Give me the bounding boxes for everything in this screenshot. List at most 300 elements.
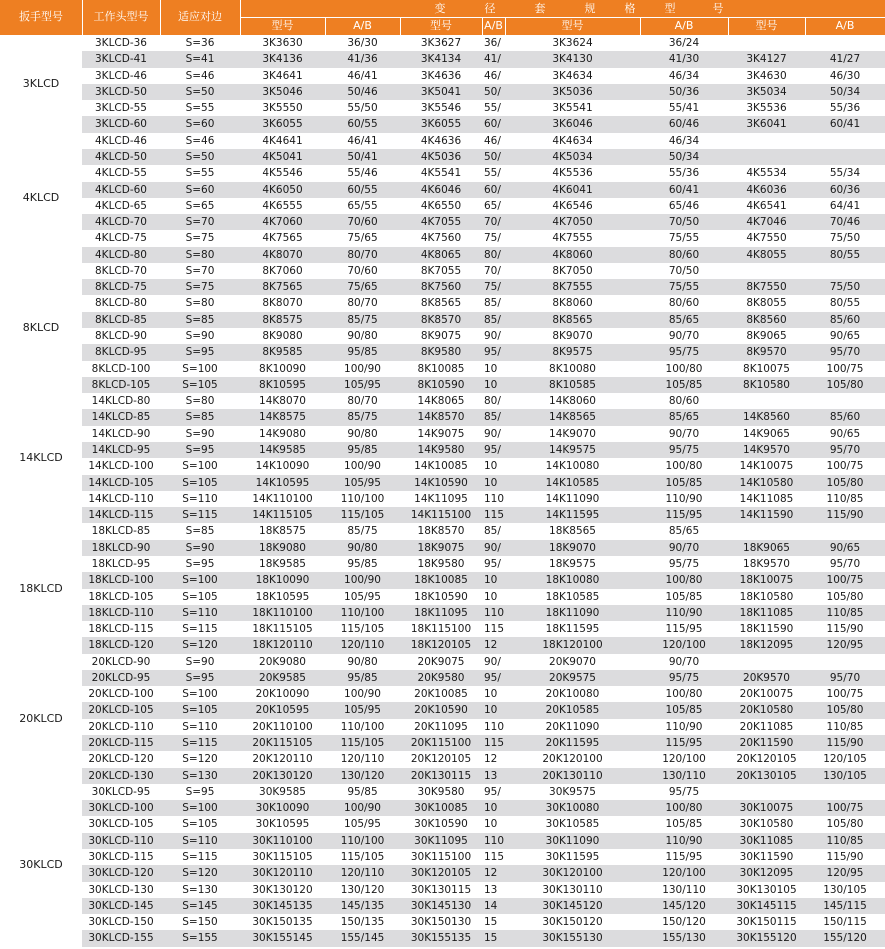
ab-1-cell: 75/65: [347, 281, 378, 294]
model-4-cell: 3K4127: [746, 53, 787, 66]
ab-3-cell: 115/95: [665, 509, 703, 522]
header-model-1: 型号: [271, 19, 294, 32]
ab-3-cell: 55/41: [668, 102, 700, 115]
model-4-cell: [728, 263, 805, 279]
ab-3-cell: 110/90: [665, 606, 703, 619]
model-4-cell: [728, 393, 805, 409]
model-2-cell: 30K11095: [414, 834, 468, 847]
ab-1-cell: 50/46: [347, 85, 378, 98]
side-cell: S=41: [185, 53, 215, 66]
ab-4-cell: 110/85: [826, 492, 864, 505]
model-1-cell: 18K8575: [259, 525, 306, 538]
model-3-cell: 4K6546: [552, 199, 593, 212]
ab-3-cell: 100/80: [665, 574, 703, 587]
model-2-cell: 18K8570: [417, 525, 465, 538]
model-4-cell: 30K11085: [739, 834, 794, 847]
ab-2-cell: 95/: [484, 557, 501, 570]
head-model-cell: 20KLCD-90: [91, 655, 151, 668]
model-4-cell: 20K9570: [743, 671, 790, 684]
model-3-cell: 30K150120: [542, 916, 603, 929]
side-cell: S=100: [182, 460, 218, 473]
model-2-cell: 18K115100: [410, 623, 472, 636]
model-1-cell: 8K8575: [262, 313, 303, 326]
ab-2-cell: 55/: [484, 167, 501, 180]
ab-2-cell: 75/: [484, 232, 501, 245]
model-1-cell: 20K10595: [255, 704, 310, 717]
model-1-cell: 3K6055: [262, 118, 303, 131]
model-2-cell: 3K4636: [420, 69, 462, 82]
side-cell: S=50: [185, 85, 215, 98]
ab-1-cell: 100/90: [344, 802, 381, 815]
head-model-cell: 4KLCD-65: [95, 199, 147, 212]
side-cell: S=60: [185, 183, 215, 196]
side-cell: S=85: [185, 313, 215, 326]
model-4-cell: 30K11590: [739, 851, 794, 863]
model-1-cell: 4K5546: [262, 167, 303, 180]
ab-2-cell: 95/: [484, 346, 501, 359]
model-4-cell: 8K9570: [746, 346, 787, 359]
ab-2-cell: 60/: [484, 118, 501, 131]
model-4-cell: 8K7550: [746, 281, 787, 294]
model-2-cell: 8K10085: [417, 362, 465, 375]
header-reducer-char: 径: [484, 2, 496, 15]
header-ab-4: A/B: [835, 19, 855, 32]
ab-1-cell: 75/65: [347, 232, 378, 245]
header-ab-1: A/B: [353, 19, 372, 32]
model-4-cell: 20K130105: [736, 769, 797, 782]
ab-3-cell: 105/85: [665, 590, 703, 603]
side-cell: S=90: [185, 655, 215, 668]
side-cell: S=120: [182, 639, 218, 652]
ab-4-cell: [805, 784, 885, 800]
ab-3-cell: 120/100: [662, 867, 706, 880]
head-model-cell: 20KLCD-105: [88, 704, 154, 717]
ab-2-cell: 85/: [484, 313, 501, 326]
ab-4-cell: 110/85: [826, 720, 864, 733]
ab-4-cell: 100/75: [826, 802, 864, 815]
head-model-cell: 3KLCD-46: [95, 69, 147, 82]
head-model-cell: 30KLCD-105: [88, 818, 154, 831]
ab-3-cell: 115/95: [665, 623, 703, 636]
model-1-cell: 20K115105: [252, 737, 313, 750]
ab-3-cell: 46/34: [668, 69, 700, 82]
model-4-cell: 8K9065: [746, 330, 787, 343]
ab-3-cell: 80/60: [668, 248, 700, 261]
ab-2-cell: 75/: [484, 281, 501, 294]
model-1-cell: 30K110100: [252, 834, 313, 847]
ab-1-cell: 100/90: [344, 362, 381, 375]
model-2-cell: 4K5541: [420, 167, 462, 180]
model-1-cell: 20K9585: [259, 671, 306, 684]
ab-1-cell: 36/30: [347, 37, 378, 49]
model-3-cell: 20K9575: [549, 671, 596, 684]
model-4-cell: 20K10580: [739, 704, 794, 717]
model-3-cell: 14K8565: [549, 411, 596, 424]
head-model-cell: 14KLCD-105: [88, 476, 154, 489]
ab-3-cell: 75/55: [668, 281, 700, 294]
head-model-cell: 20KLCD-100: [88, 688, 154, 701]
model-1-cell: 8K7565: [262, 281, 303, 294]
header-reducer-char: 型: [664, 2, 676, 15]
ab-1-cell: 95/85: [347, 444, 378, 456]
ab-2-cell: 46/: [484, 134, 501, 147]
ab-4-cell: 100/75: [826, 362, 864, 375]
head-model-cell: 30KLCD-115: [88, 851, 154, 863]
model-1-cell: 4K8070: [262, 248, 303, 261]
ab-3-cell: 80/60: [668, 297, 700, 310]
head-model-cell: 4KLCD-55: [95, 167, 147, 180]
ab-3-cell: 120/100: [662, 753, 706, 766]
model-2-cell: 4K4636: [420, 134, 462, 147]
ab-1-cell: 90/80: [347, 330, 378, 343]
head-model-cell: 8KLCD-85: [95, 313, 147, 326]
ab-3-cell: 95/75: [668, 785, 700, 798]
model-3-cell: 14K9070: [549, 427, 596, 440]
model-2-cell: 20K11095: [414, 720, 468, 733]
ab-4-cell: 155/120: [823, 932, 867, 945]
side-cell: S=115: [182, 851, 218, 863]
model-4-cell: 8K10075: [743, 362, 790, 375]
ab-2-cell: 10: [484, 460, 498, 473]
model-4-cell: 14K10580: [739, 476, 794, 489]
model-2-cell: 8K9580: [420, 346, 462, 359]
model-3-cell: 30K9575: [549, 785, 596, 798]
head-model-cell: 3KLCD-55: [95, 102, 147, 115]
ab-1-cell: 110/100: [340, 606, 385, 619]
model-1-cell: 4K7060: [262, 216, 303, 229]
side-cell: S=55: [185, 102, 215, 115]
header-reducer-char: 规: [584, 2, 596, 15]
ab-1-cell: 110/100: [340, 834, 385, 847]
model-3-cell: 18K9575: [549, 557, 596, 570]
model-1-cell: 4K6555: [262, 199, 303, 212]
side-cell: S=46: [185, 134, 215, 147]
model-2-cell: 14K11095: [414, 492, 468, 505]
head-model-cell: 4KLCD-50: [95, 150, 147, 163]
ab-4-cell: 115/90: [826, 509, 864, 522]
ab-2-cell: 55/: [484, 102, 501, 115]
model-2-cell: 14K8065: [417, 395, 465, 408]
model-2-cell: 18K11095: [414, 606, 468, 619]
ab-3-cell: 145/120: [662, 899, 706, 912]
head-model-cell: 30KLCD-100: [88, 802, 154, 815]
model-2-cell: 20K120105: [410, 753, 472, 766]
model-3-cell: 8K10080: [549, 362, 596, 375]
ab-4-cell: 105/80: [826, 818, 864, 831]
head-model-cell: 3KLCD-50: [95, 85, 147, 98]
wrench-group-label: 8KLCD: [22, 321, 60, 335]
model-3-cell: 8K10585: [549, 378, 596, 391]
model-4-cell: 18K10075: [739, 574, 794, 587]
ab-3-cell: 130/110: [662, 883, 706, 896]
side-cell: S=150: [182, 916, 218, 929]
side-cell: S=110: [182, 492, 218, 505]
model-4-cell: 18K9570: [743, 557, 790, 570]
model-4-cell: 8K8560: [746, 313, 787, 326]
ab-1-cell: 95/85: [347, 671, 378, 684]
ab-1-cell: 90/80: [347, 427, 378, 440]
model-3-cell: 4K7555: [552, 232, 593, 245]
model-3-cell: 18K9070: [549, 541, 596, 554]
ab-2-cell: 36/: [484, 37, 501, 49]
head-model-cell: 4KLCD-70: [95, 216, 147, 229]
ab-4-cell: 95/70: [829, 346, 861, 359]
model-4-cell: 4K5534: [746, 167, 787, 180]
side-cell: S=85: [185, 411, 215, 424]
side-cell: S=110: [182, 720, 218, 733]
side-cell: S=95: [185, 785, 215, 798]
header-wrench-model: 扳手型号: [19, 10, 63, 23]
model-3-cell: 14K8060: [549, 395, 596, 408]
ab-1-cell: 46/41: [347, 69, 378, 82]
side-cell: S=80: [185, 248, 215, 261]
model-1-cell: 30K10090: [255, 802, 310, 815]
ab-4-cell: 105/80: [826, 378, 864, 391]
model-3-cell: 18K11090: [545, 606, 600, 619]
ab-4-cell: 60/36: [829, 183, 861, 196]
side-cell: S=55: [185, 167, 215, 180]
header-ab-2: A/B: [484, 19, 503, 32]
ab-3-cell: 100/80: [665, 688, 703, 701]
ab-1-cell: 60/55: [347, 118, 378, 131]
model-1-cell: 20K120110: [252, 753, 313, 766]
model-3-cell: 4K5536: [552, 167, 593, 180]
model-3-cell: 20K10585: [545, 704, 600, 717]
ab-3-cell: 115/95: [665, 851, 703, 863]
side-cell: S=85: [185, 525, 215, 538]
ab-3-cell: 90/70: [668, 541, 700, 554]
model-1-cell: 14K10595: [255, 476, 310, 489]
ab-1-cell: 150/135: [340, 916, 385, 929]
ab-2-cell: 10: [484, 802, 498, 815]
model-2-cell: 30K145130: [410, 899, 472, 912]
ab-2-cell: 15: [484, 932, 498, 945]
model-4-cell: 18K10580: [739, 590, 794, 603]
ab-2-cell: 46/: [484, 69, 501, 82]
model-3-cell: 3K5036: [552, 85, 593, 98]
model-2-cell: 20K10590: [414, 704, 468, 717]
side-cell: S=75: [185, 232, 215, 245]
model-3-cell: 18K11595: [545, 623, 600, 636]
ab-4-cell: 120/105: [823, 753, 867, 766]
side-cell: S=70: [185, 216, 215, 229]
model-4-cell: 30K155120: [736, 932, 797, 945]
ab-3-cell: 95/75: [668, 346, 700, 359]
model-1-cell: 18K10595: [255, 590, 310, 603]
model-3-cell: 3K3624: [552, 37, 593, 49]
head-model-cell: 8KLCD-90: [95, 330, 147, 343]
ab-2-cell: 85/: [484, 525, 501, 538]
model-4-cell: 20K11590: [739, 737, 794, 750]
model-1-cell: 3K4136: [262, 53, 303, 66]
model-3-cell: 30K11595: [545, 851, 600, 863]
ab-3-cell: 100/80: [665, 460, 703, 473]
ab-1-cell: 100/90: [344, 574, 381, 587]
ab-1-cell: 55/50: [347, 102, 378, 115]
ab-3-cell: 95/75: [668, 671, 700, 684]
model-4-cell: 14K8560: [743, 411, 790, 424]
ab-3-cell: 130/110: [662, 769, 706, 782]
model-1-cell: 30K9585: [259, 785, 306, 798]
ab-4-cell: 115/90: [826, 851, 864, 863]
wrench-group-label: 20KLCD: [19, 711, 63, 725]
model-1-cell: 14K10090: [255, 460, 310, 473]
model-3-cell: 4K4634: [552, 134, 593, 147]
model-3-cell: 14K10585: [545, 476, 600, 489]
ab-2-cell: 50/: [484, 150, 501, 163]
model-4-cell: 14K9570: [743, 444, 790, 456]
head-model-cell: 8KLCD-105: [91, 378, 151, 391]
ab-1-cell: 120/110: [340, 753, 385, 766]
model-2-cell: 18K9580: [417, 557, 465, 570]
model-3-cell: 20K10080: [545, 688, 600, 701]
model-1-cell: 30K120110: [252, 867, 313, 880]
header-model-2: 型号: [430, 19, 452, 32]
side-cell: S=65: [185, 199, 215, 212]
head-model-cell: 20KLCD-95: [91, 671, 151, 684]
head-model-cell: 3KLCD-41: [95, 53, 147, 66]
side-cell: S=130: [182, 883, 218, 896]
model-2-cell: 14K115100: [410, 509, 472, 522]
ab-3-cell: 120/100: [662, 639, 706, 652]
ab-4-cell: 64/41: [829, 199, 861, 212]
model-2-cell: 3K6055: [420, 118, 462, 131]
ab-1-cell: 80/70: [347, 395, 378, 408]
ab-2-cell: 80/: [484, 248, 501, 261]
side-cell: S=120: [182, 753, 218, 766]
ab-2-cell: 10: [484, 704, 498, 717]
model-3-cell: 30K145120: [542, 899, 603, 912]
ab-3-cell: 110/90: [665, 492, 703, 505]
ab-1-cell: 110/100: [340, 720, 385, 733]
ab-2-cell: 95/: [484, 785, 501, 798]
ab-1-cell: 105/95: [344, 476, 381, 489]
head-model-cell: 30KLCD-110: [88, 834, 154, 847]
ab-2-cell: 65/: [484, 199, 501, 212]
model-1-cell: 4K6050: [262, 183, 303, 196]
side-cell: S=100: [182, 574, 218, 587]
head-model-cell: 4KLCD-80: [95, 248, 147, 261]
side-cell: S=95: [185, 444, 215, 456]
ab-4-cell: 90/65: [829, 541, 861, 554]
model-2-cell: 8K8565: [420, 297, 462, 310]
model-2-cell: 8K10590: [417, 378, 465, 391]
ab-2-cell: 90/: [484, 427, 501, 440]
ab-4-cell: 55/36: [829, 102, 861, 115]
model-1-cell: 18K9585: [259, 557, 306, 570]
head-model-cell: 4KLCD-75: [95, 232, 147, 245]
ab-2-cell: 85/: [484, 297, 501, 310]
ab-1-cell: 80/70: [347, 248, 378, 261]
head-model-cell: 30KLCD-130: [88, 883, 154, 896]
model-2-cell: 3K4134: [420, 53, 462, 66]
model-2-cell: 30K150130: [410, 916, 472, 929]
model-1-cell: 18K120110: [252, 639, 313, 652]
model-2-cell: 30K115100: [410, 851, 472, 863]
side-cell: S=36: [185, 37, 215, 49]
ab-3-cell: 110/90: [665, 720, 703, 733]
model-1-cell: 3K5550: [262, 102, 303, 115]
model-2-cell: 14K10590: [414, 476, 468, 489]
ab-1-cell: 105/95: [344, 818, 381, 831]
model-4-cell: 14K10075: [739, 460, 794, 473]
head-model-cell: 14KLCD-95: [91, 444, 151, 456]
model-1-cell: 30K130120: [252, 883, 313, 896]
model-1-cell: 30K150135: [252, 916, 313, 929]
ab-1-cell: 115/105: [340, 623, 385, 636]
model-4-cell: 18K11085: [739, 606, 794, 619]
model-4-cell: 30K12095: [739, 867, 794, 880]
model-3-cell: 14K11090: [545, 492, 600, 505]
side-cell: S=90: [185, 541, 215, 554]
head-model-cell: 20KLCD-115: [88, 737, 154, 750]
side-cell: S=75: [185, 281, 215, 294]
ab-4-cell: 80/55: [829, 297, 861, 310]
model-3-cell: 8K9070: [552, 330, 593, 343]
ab-2-cell: 115: [484, 623, 505, 636]
ab-4-cell: 95/70: [829, 444, 861, 456]
side-cell: S=120: [182, 867, 218, 880]
model-1-cell: 20K10090: [255, 688, 310, 701]
model-2-cell: 20K130115: [410, 769, 472, 782]
model-4-cell: [728, 35, 805, 51]
model-4-cell: 30K10580: [739, 818, 794, 831]
model-4-cell: 4K7046: [746, 216, 787, 229]
ab-4-cell: 145/115: [823, 899, 867, 912]
model-4-cell: 20K10075: [739, 688, 794, 701]
model-2-cell: 4K7560: [420, 232, 462, 245]
ab-2-cell: 10: [484, 378, 498, 391]
side-cell: S=105: [182, 704, 218, 717]
header-head-model: 工作头型号: [93, 10, 149, 23]
model-2-cell: 20K115100: [410, 737, 472, 750]
model-3-cell: 20K120100: [542, 753, 603, 766]
ab-3-cell: 50/36: [668, 85, 700, 98]
head-model-cell: 18KLCD-85: [91, 525, 151, 538]
model-1-cell: 30K145135: [252, 899, 313, 912]
ab-4-cell: 50/34: [829, 85, 861, 98]
ab-2-cell: 110: [484, 492, 505, 505]
ab-1-cell: 120/110: [340, 867, 385, 880]
head-model-cell: 30KLCD-150: [88, 916, 154, 929]
ab-3-cell: 60/41: [668, 183, 700, 196]
ab-2-cell: 50/: [484, 85, 501, 98]
model-3-cell: 20K9070: [549, 655, 596, 668]
side-cell: S=155: [182, 932, 218, 945]
ab-4-cell: 130/105: [823, 769, 867, 782]
head-model-cell: 30KLCD-155: [88, 932, 154, 945]
model-4-cell: 4K6541: [746, 199, 787, 212]
ab-1-cell: 105/95: [344, 704, 381, 717]
head-model-cell: 14KLCD-100: [88, 460, 154, 473]
model-3-cell: 3K5541: [552, 102, 593, 115]
side-cell: S=90: [185, 330, 215, 343]
ab-2-cell: 80/: [484, 395, 501, 408]
model-2-cell: 30K155135: [410, 932, 472, 945]
ab-3-cell: 115/95: [665, 737, 703, 750]
ab-4-cell: 110/85: [826, 606, 864, 619]
model-1-cell: 14K9080: [259, 427, 306, 440]
head-model-cell: 18KLCD-110: [88, 606, 154, 619]
ab-2-cell: 110: [484, 606, 505, 619]
side-cell: S=95: [185, 346, 215, 359]
header-reducer-char: 号: [712, 2, 724, 15]
wrench-group-label: 4KLCD: [22, 190, 60, 204]
model-4-cell: [728, 523, 805, 539]
ab-4-cell: 60/41: [829, 118, 861, 131]
head-model-cell: 8KLCD-100: [91, 362, 151, 375]
side-cell: S=115: [182, 737, 218, 750]
